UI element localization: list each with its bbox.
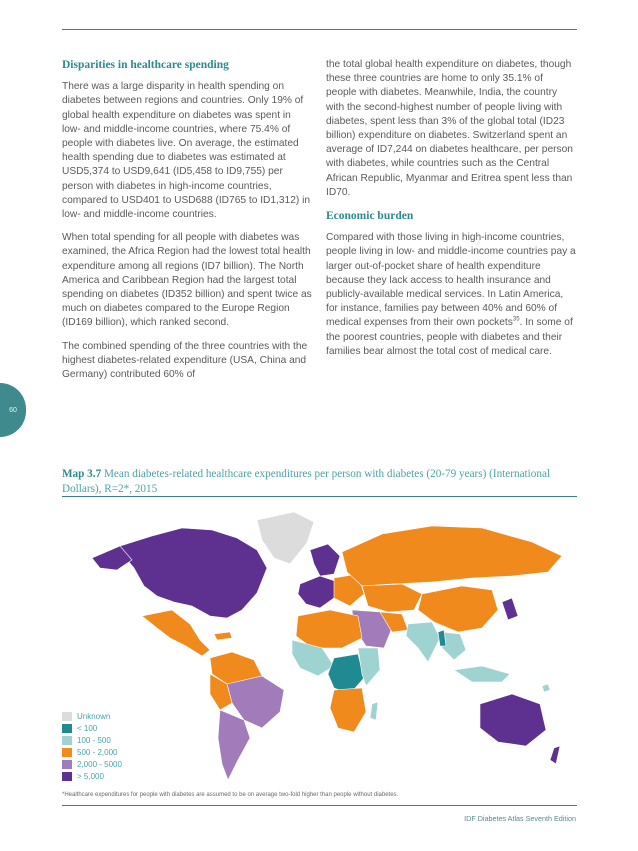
map-region-scandinavia xyxy=(310,544,340,576)
legend-swatch xyxy=(62,736,72,745)
map-region-pacific-islands xyxy=(542,684,550,692)
top-rule xyxy=(62,29,577,30)
map-region-southern-africa xyxy=(330,688,366,732)
legend-item-over-5000 xyxy=(62,770,122,782)
map-region-russia xyxy=(342,526,562,586)
map-region-north-america xyxy=(120,528,267,618)
legend-label: Unknown xyxy=(77,711,111,721)
map-region-caribbean xyxy=(214,632,232,640)
map-region-madagascar xyxy=(370,702,378,720)
legend-label: > 5,000 xyxy=(77,771,104,781)
legend-item-unknown xyxy=(62,710,122,722)
bottom-rule xyxy=(62,805,577,806)
legend-label: 100 - 500 xyxy=(77,735,111,745)
paragraph: There was a large disparity in health spending on diabetes between regions and countries. Only 19% of global health expenditure on diabetes was spent in low- and middle-income countries, where 75.4% of people with diabetes live. On average, the estimated health spending due to diabetes was estimated at USD5,374 to USD9,641 (ID5,458 to ID9,755) per person with diabetes in high-income countries, compared to USD401 to USD688 (ID765 to ID1,312) in low- and middle-income countries. xyxy=(62,81,311,221)
section-heading-disparities: Disparities in healthcare spending xyxy=(62,59,229,71)
world-map xyxy=(62,498,577,786)
legend-label: 500 - 2,000 xyxy=(77,747,118,757)
map-region-north-africa xyxy=(296,610,362,648)
legend-swatch xyxy=(62,712,72,721)
footnote: *Healthcare expenditures for people with diabetes are assumed to be on average two-fold higher than people without diabetes. xyxy=(62,792,399,798)
map-region-indonesia xyxy=(454,666,510,682)
map-region-australia xyxy=(480,694,546,746)
paragraph: When total spending for all people with diabetes was examined, the Africa Region had the lowest total health expenditure among all regions (ID7 billion). The North America and Caribbean Region had the largest total spending on diabetes (ID352 billion) and spent twice as much on diabetes compared to the Europe Region (ID169 billion), which ranked second. xyxy=(62,232,312,329)
legend-swatch xyxy=(62,748,72,757)
legend-swatch xyxy=(62,724,72,733)
footer-publication: IDF Diabetes Atlas Seventh Edition xyxy=(464,814,576,823)
legend-swatch xyxy=(62,772,72,781)
map-region-mexico xyxy=(142,610,210,656)
map-region-japan-korea xyxy=(502,598,518,620)
map-label: Map 3.7 xyxy=(62,468,102,480)
page-number-tab xyxy=(0,383,26,437)
map-region-new-zealand xyxy=(550,746,560,764)
paragraph: the total global health expenditure on diabetes, though these three countries are home to only 35.1% of people with diabetes. Meanwhile, India, the country with the second-highest number of people living with diabetes, spent less than 3% of the global total (ID23 billion) expenditure on diabetes. Switzerland spent an average of ID7,244 on diabetes healthcare, per person with diabetes, while countries such as the Central African Republic, Myanmar and Eritrea spent less than ID70. xyxy=(326,59,573,198)
page-number: 60 xyxy=(9,406,17,414)
paragraph-text: Compared with those living in high-income countries, people living in low- and middle-income countries pay a larger out-of-pocket share of health expenditure because they lack access to health insurance and publicly-available medical services. In Latin America, for instance, families pay between 40% and 60% of medical expenses from their own pockets xyxy=(326,232,576,329)
legend-item-500-2000 xyxy=(62,746,122,758)
paragraph: The combined spending of the three countries with the highest diabetes-related expenditure (USA, China and Germany) contributed 60% of xyxy=(62,340,308,381)
map-title-text: Mean diabetes-related healthcare expenditures per person with diabetes (20-79 years) (International Dollars), R=2*, 2015 xyxy=(62,468,551,495)
map-region-india xyxy=(406,622,440,662)
left-column xyxy=(62,58,312,391)
citation: 35 xyxy=(512,317,520,324)
legend-label: 2,000 - 5000 xyxy=(77,759,122,769)
legend-swatch xyxy=(62,760,72,769)
map-region-western-europe xyxy=(298,576,338,608)
right-column xyxy=(326,58,576,368)
map-title xyxy=(62,467,577,497)
map-rule xyxy=(62,496,577,497)
legend-label: < 100 xyxy=(77,723,98,733)
paragraph xyxy=(326,231,576,359)
legend-item-2000-5000 xyxy=(62,758,122,770)
legend-item-under-100 xyxy=(62,722,122,734)
map-region-central-asia xyxy=(362,584,422,612)
map-legend xyxy=(62,710,122,782)
legend-item-100-500 xyxy=(62,734,122,746)
paragraph-text-end: . In some of the poorest countries, people with diabetes and their families bear almost the total cost of medical care. xyxy=(326,317,573,357)
map-region-greenland xyxy=(257,512,314,564)
section-heading-economic-burden: Economic burden xyxy=(326,210,414,223)
